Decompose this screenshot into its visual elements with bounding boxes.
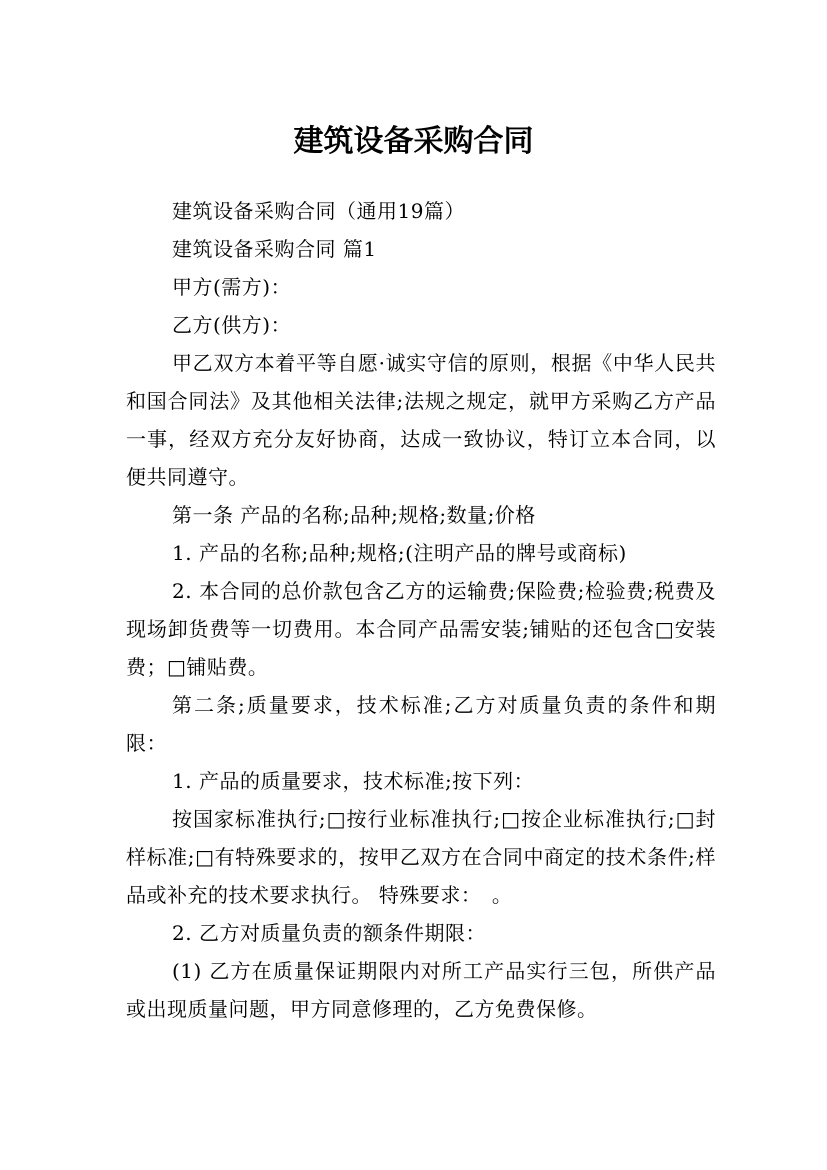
standards-paragraph: 按国家标准执行;□按行业标准执行;□按企业标准执行;□封样标准;□有特殊要求的，按甲乙双方在合同中商定的技术条件;样品或补充的技术要求执行。 特殊要求： 。 xyxy=(126,807,716,907)
article-2-heading: 第二条;质量要求，技术标准;乙方对质量负责的条件和期限： xyxy=(126,693,716,755)
article-1-item-1: 1. 产品的名称;品种;规格;(注明产品的牌号或商标) xyxy=(172,541,627,565)
party-a-line: 甲方(需方)： xyxy=(172,275,292,299)
preamble-paragraph: 甲乙双方本着平等自愿·诚实守信的原则，根据《中华人民共和国合同法》及其他相关法律;法规之规定，就甲方采购乙方产品一事，经双方充分友好协商，达成一致协议，特订立本合同，以便共同遵守。 xyxy=(126,351,716,489)
document-body xyxy=(126,192,716,1028)
article-2-item-1: 1. 产品的质量要求，技术标准;按下列： xyxy=(172,769,535,793)
warranty-paragraph: (1) 乙方在质量保证期限内对所工产品实行三包，所供产品或出现质量问题，甲方同意修理的，乙方免费保修。 xyxy=(126,959,716,1021)
document-title: 建筑设备采购合同 xyxy=(293,124,534,160)
article-1-item-2: 2. 本合同的总价款包含乙方的运输费;保险费;检验费;税费及现场卸货费等一切费用。本合同产品需安装;铺贴的还包含□安装费；□铺贴费。 xyxy=(126,579,716,679)
section-heading: 建筑设备采购合同 篇1 xyxy=(172,237,377,261)
article-2-item-2: 2. 乙方对质量负责的额条件期限： xyxy=(172,921,486,945)
article-1-heading: 第一条 产品的名称;品种;规格;数量;价格 xyxy=(172,503,536,527)
party-b-line: 乙方(供方)： xyxy=(172,313,292,337)
subtitle-paragraph: 建筑设备采购合同（通用19篇） xyxy=(172,199,465,223)
